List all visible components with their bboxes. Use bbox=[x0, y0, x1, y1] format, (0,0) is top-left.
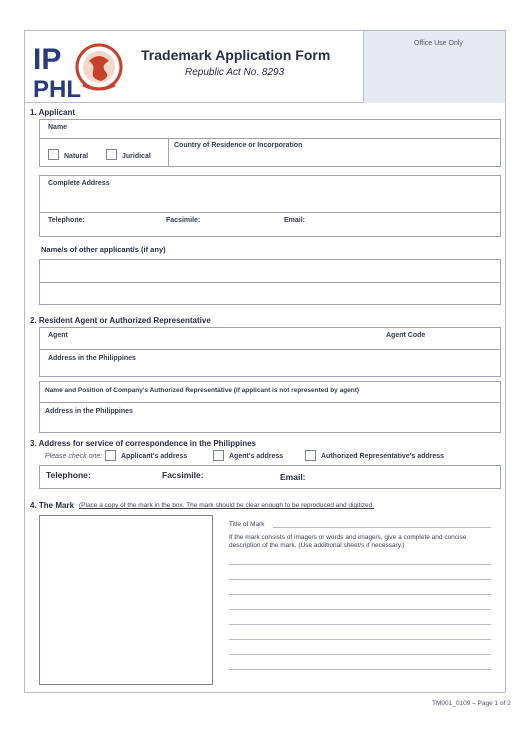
description-line[interactable] bbox=[229, 624, 491, 625]
natural-label: Natural bbox=[64, 153, 89, 160]
page-footer: TM001_0109 – Page 1 of 2 bbox=[432, 700, 511, 707]
natural-checkbox[interactable] bbox=[48, 149, 59, 160]
company-rep-label: Name and Position of Company's Authorized Representative (if applicant is not represented by agent) bbox=[45, 387, 360, 394]
correspondence-contact-box[interactable] bbox=[39, 465, 501, 489]
applicant-name-box[interactable] bbox=[39, 119, 501, 167]
divider bbox=[40, 282, 500, 283]
description-line[interactable] bbox=[229, 594, 491, 595]
description-line[interactable] bbox=[229, 609, 491, 610]
name-label: Name bbox=[48, 124, 68, 131]
company-rep-box[interactable] bbox=[39, 381, 501, 433]
applicant-address-box[interactable] bbox=[39, 175, 501, 237]
title-of-mark-label: Title of Mark bbox=[229, 521, 265, 528]
divider bbox=[168, 138, 169, 166]
email-label-2: Email: bbox=[280, 472, 306, 482]
section-applicant-heading: 1. Applicant bbox=[30, 108, 76, 117]
description-line[interactable] bbox=[229, 564, 491, 565]
agent-address-option: Agent's address bbox=[229, 453, 284, 460]
mark-instruction: (Place a copy of the mark in the box. The mark should be clear enough to be reproduced and digitized. bbox=[79, 502, 375, 509]
office-use-label: Office Use Only bbox=[414, 40, 463, 47]
address-label: Complete Address bbox=[48, 180, 110, 187]
other-applicants-label: Name/s of other applicant/s (if any) bbox=[41, 245, 166, 254]
agent-address-checkbox[interactable] bbox=[213, 450, 224, 461]
form-title: Trademark Application Form bbox=[141, 47, 331, 63]
applicant-address-checkbox[interactable] bbox=[105, 450, 116, 461]
description-line[interactable] bbox=[229, 654, 491, 655]
section-mark-heading: 4. The Mark bbox=[30, 501, 75, 510]
divider bbox=[40, 212, 500, 213]
email-label: Email: bbox=[284, 217, 306, 224]
country-label: Country of Residence or Incorporation bbox=[174, 142, 303, 149]
divider bbox=[40, 349, 500, 350]
telephone-label-2: Telephone: bbox=[46, 470, 91, 480]
section-correspondence-heading: 3. Address for service of correspondence in the Philippines bbox=[30, 439, 256, 448]
rep-address-option: Authorized Representative's address bbox=[321, 453, 445, 460]
logo-seal-ribbon bbox=[83, 85, 115, 89]
agent-code-label: Agent Code bbox=[386, 332, 426, 339]
mark-description-instruction: If the mark consists of image/s or words and image/s, give a complete and concise description of the mark. (Use additional sheet/s if necessary.) bbox=[229, 534, 467, 549]
office-use-box bbox=[363, 31, 505, 103]
rep-address-checkbox[interactable] bbox=[305, 450, 316, 461]
logo-text-bottom: PHL bbox=[33, 76, 81, 99]
facsimile-label: Facsimile: bbox=[166, 217, 201, 224]
logo-text-top: IP bbox=[33, 43, 62, 76]
telephone-label: Telephone: bbox=[48, 217, 85, 224]
description-line[interactable] bbox=[229, 579, 491, 580]
description-line[interactable] bbox=[229, 669, 491, 670]
divider bbox=[40, 138, 500, 139]
rep-address-label: Address in the Philippines bbox=[45, 408, 133, 415]
juridical-checkbox[interactable] bbox=[106, 149, 117, 160]
form-page bbox=[24, 30, 506, 693]
description-line[interactable] bbox=[229, 639, 491, 640]
facsimile-label-2: Facsimile: bbox=[162, 470, 204, 480]
applicant-address-option: Applicant's address bbox=[121, 453, 188, 460]
divider bbox=[40, 402, 500, 403]
form-header bbox=[25, 31, 505, 103]
juridical-label: Juridical bbox=[122, 153, 151, 160]
form-subtitle: Republic Act No. 8293 bbox=[185, 67, 285, 78]
agent-address-label: Address in the Philippines bbox=[48, 355, 136, 362]
ipophl-logo bbox=[31, 39, 131, 99]
other-applicants-box[interactable] bbox=[39, 259, 501, 305]
title-of-mark-line[interactable] bbox=[273, 527, 491, 528]
agent-label: Agent bbox=[48, 332, 68, 339]
section-agent-heading: 2. Resident Agent or Authorized Representative bbox=[30, 316, 211, 325]
mark-image-box[interactable] bbox=[39, 515, 213, 685]
agent-box[interactable] bbox=[39, 327, 501, 377]
please-check-label: Please check one: bbox=[45, 453, 103, 460]
